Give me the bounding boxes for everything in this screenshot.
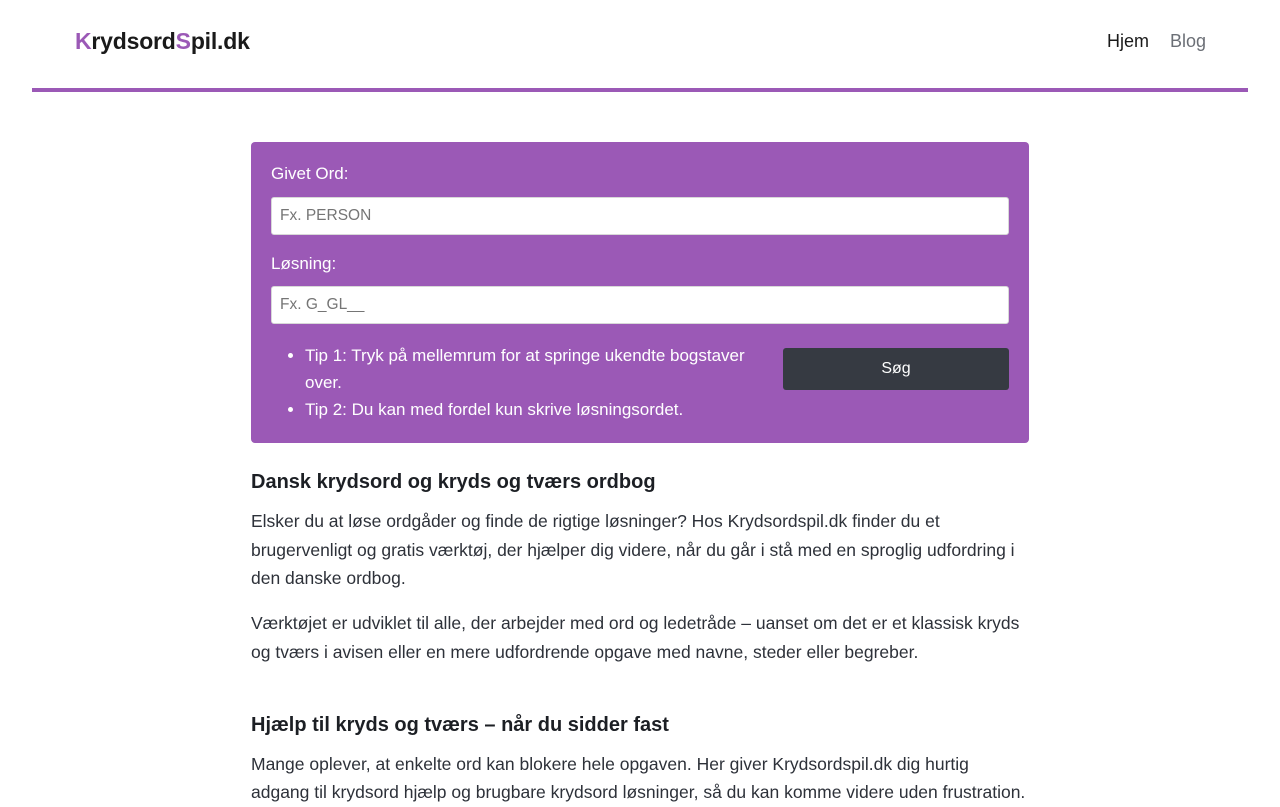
tip-item: • Tip 1: Tryk på mellemrum for at springe ukendte bogstaver over. (305, 342, 775, 396)
paragraph: Værktøjet er udviklet til alle, der arbejder med ord og ledetråde – uanset om det er et klassisk kryds og tværs i avisen eller en mere udfordrende opgave med navne, steder eller begreber. (251, 613, 1020, 662)
paragraph: Elsker du at løse ordgåder og finde de rigtige løsninger? Hos Krydsordspil.dk finder du et brugervenligt og gratis værktøj, der hjælper dig videre, når du går i stå med en sproglig udfordring i den danske ordbog. (251, 511, 1015, 589)
section-heading: Hjælp til kryds og tværs – når du sidder fast (251, 713, 669, 736)
logo-text-2: pil.dk (190, 28, 250, 54)
logo-letter-k: K (75, 28, 92, 54)
tip-item: • Tip 2: Du kan med fordel kun skrive løsningsordet. (305, 396, 775, 423)
given-word-label: Givet Ord: (271, 164, 349, 183)
main-nav (1107, 31, 1206, 52)
logo-text-1: rydsord (91, 28, 176, 54)
search-button[interactable]: Søg (783, 348, 1009, 390)
search-form (251, 142, 1029, 443)
section-heading: Dansk krydsord og kryds og tværs ordbog (251, 471, 656, 493)
solution-input[interactable] (271, 286, 1009, 324)
nav-home-link[interactable]: Hjem (1106, 31, 1149, 51)
tips-list (305, 342, 775, 423)
nav-blog-link[interactable]: Blog (1169, 31, 1206, 51)
site-header (32, 0, 1248, 92)
site-logo[interactable] (75, 28, 250, 55)
tips-row (271, 342, 1009, 422)
paragraph: Mange oplever, at enkelte ord kan blokere hele opgaven. Her giver Krydsordspil.dk dig hurtig adgang til krydsord hjælp og brugbare krydsord løsninger, så du kan komme videre uden frustration. (251, 753, 1026, 803)
given-word-input[interactable] (271, 197, 1009, 235)
article (251, 469, 1029, 807)
main-content (251, 142, 1029, 807)
solution-label: Løsning: (271, 254, 337, 273)
logo-letter-s: S (175, 28, 191, 54)
